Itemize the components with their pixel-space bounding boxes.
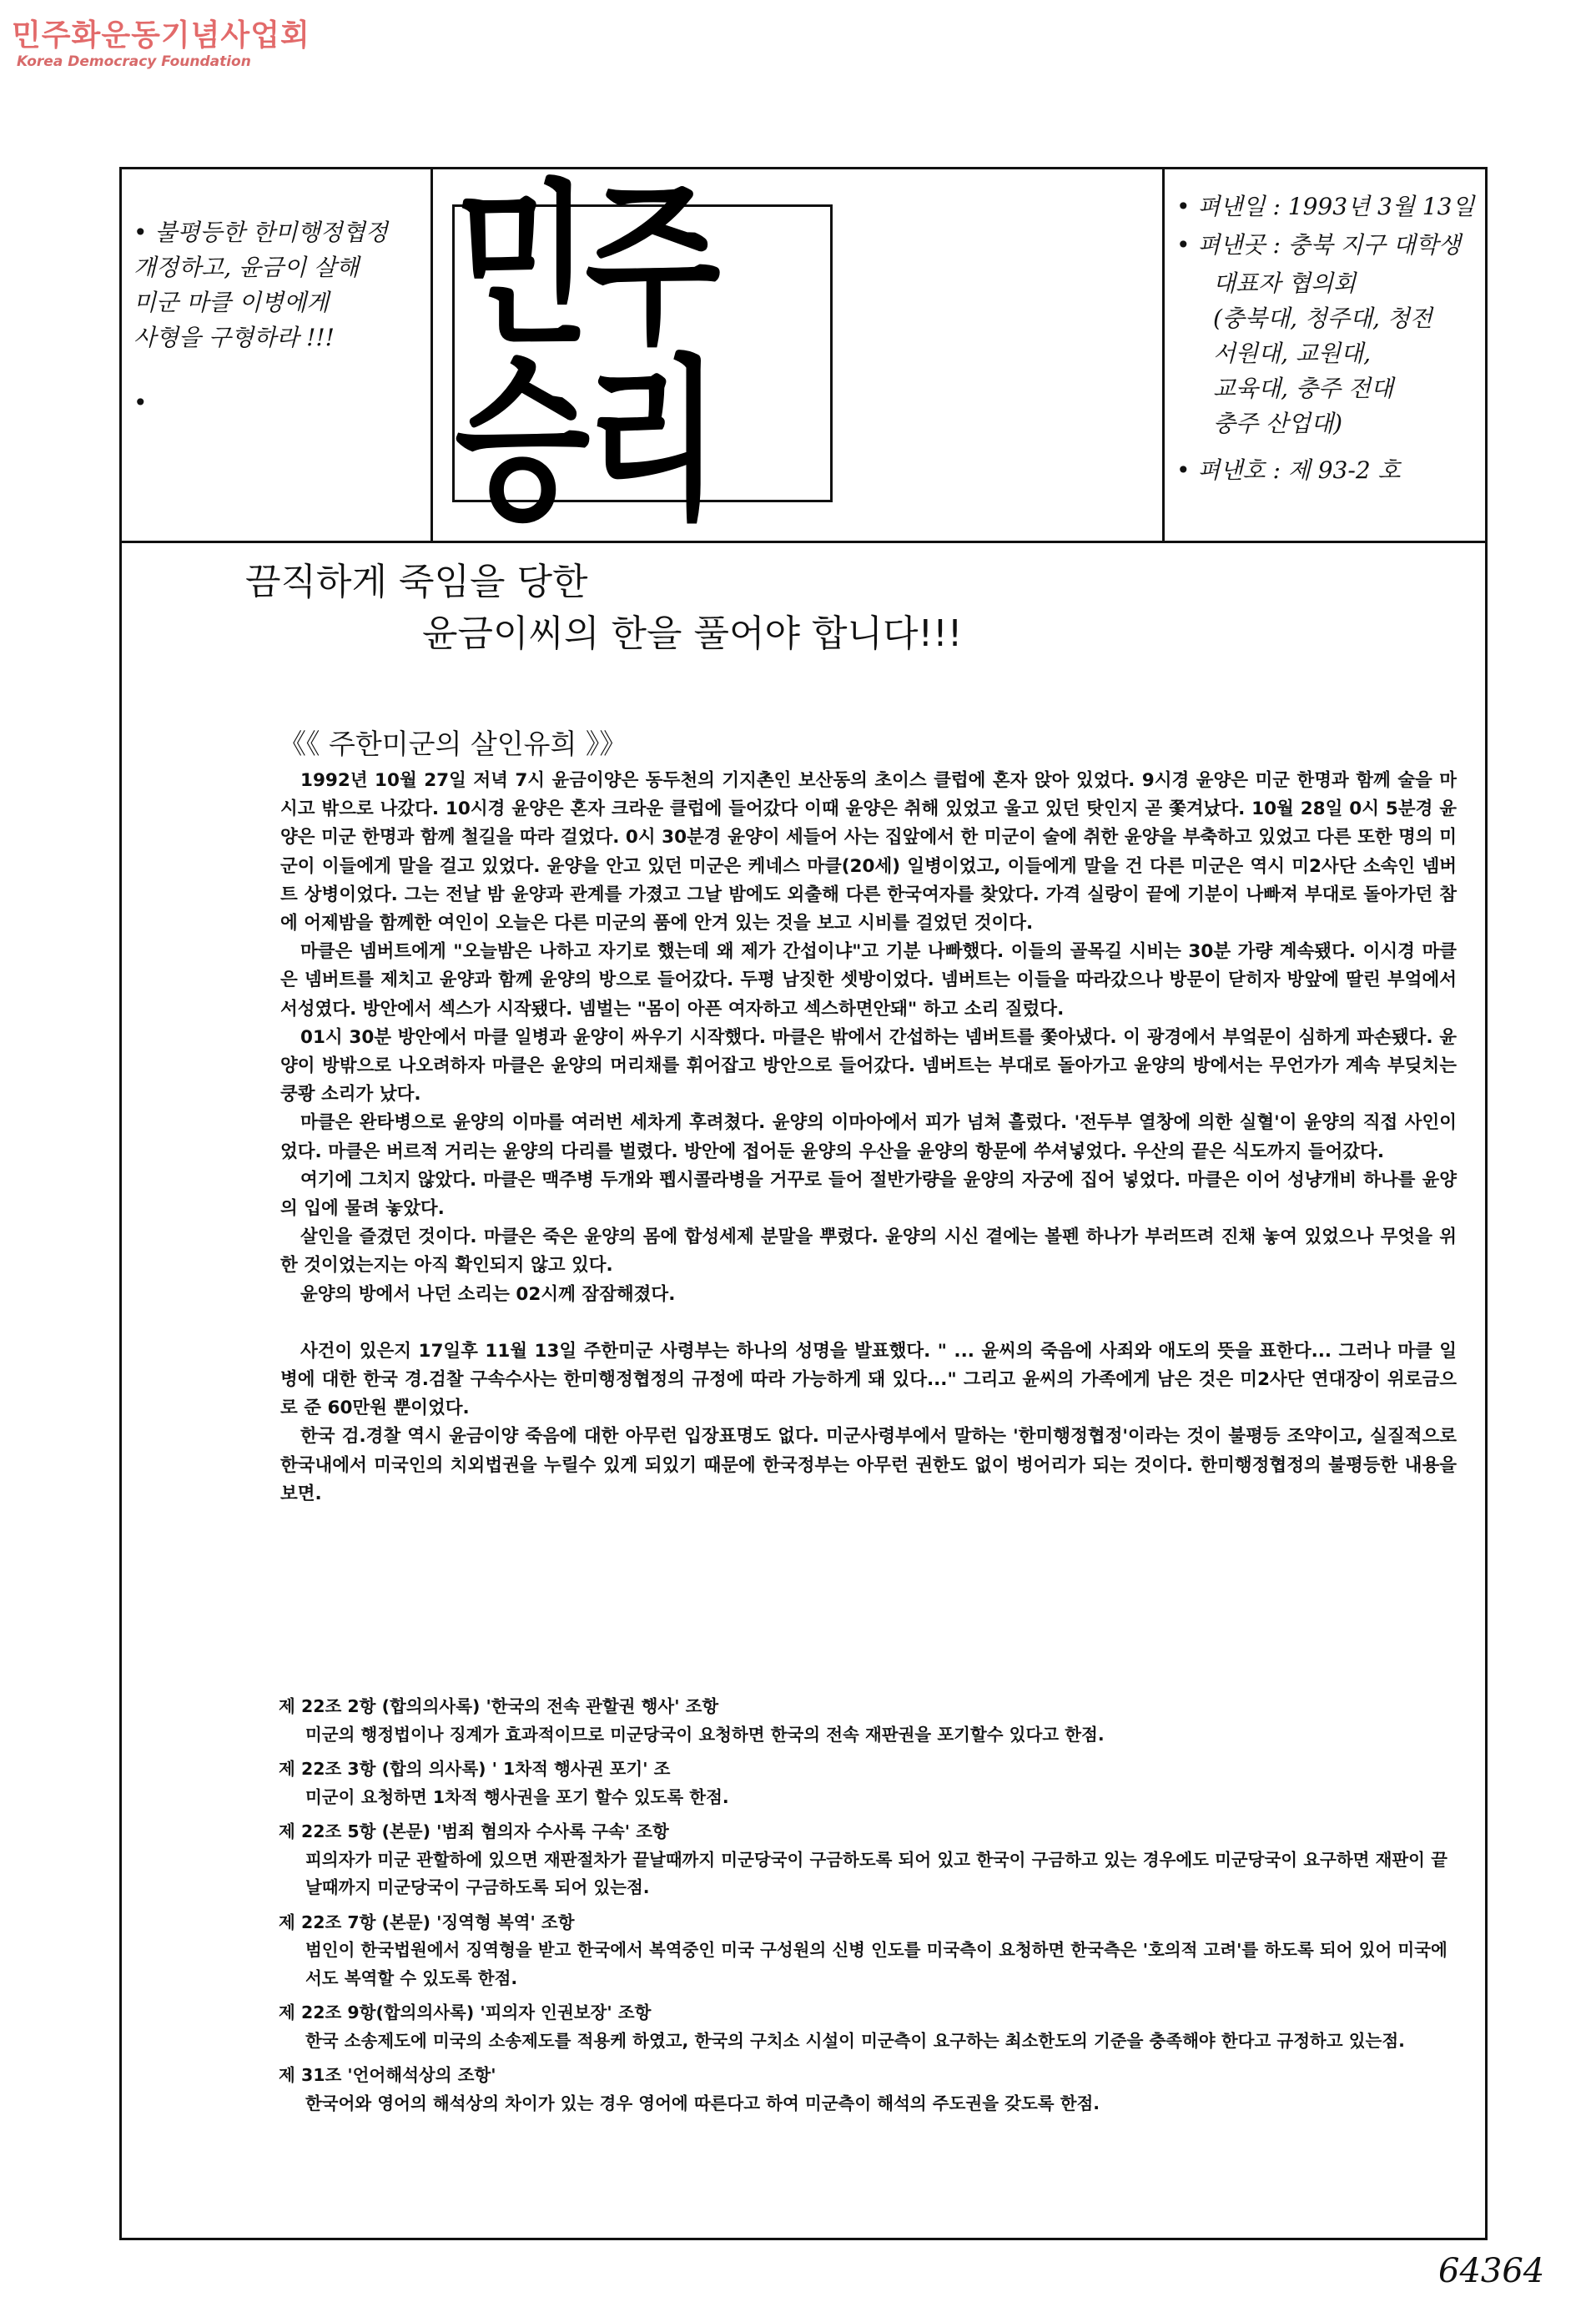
headline-line-2: 윤금이씨의 한을 풀어야 합니다!!! xyxy=(422,612,963,655)
article-text xyxy=(280,767,1457,1509)
clause-title: 제 22조 2항 (합의의사록) '한국의 전속 관할권 행사' 조항 xyxy=(279,1696,719,1716)
paragraph: 사건이 있은지 17일후 11월 13일 주한미군 사령부는 하나의 성명을 발표했다. " ... 윤씨의 죽음에 사죄와 애도의 뜻을 표한다... 그러나 마클 일병에 대한 한국 경.검찰 구속수사는 한미행정협정의 규정에 따라 가능하게 돼 있다..." 그리고 윤씨의 가족에게 남은 것은 미2사단 연대장이 위로금으로 준 60만원 뿐이었다. xyxy=(280,1340,1457,1419)
sofa-clauses xyxy=(279,1686,1463,2118)
paragraph: 여기에 그치지 않았다. 마클은 맥주병 두개와 펩시콜라병을 거꾸로 들어 절반가량을 윤양의 자궁에 집어 넣었다. 마클은 이어 성냥개비 하나를 윤양의 입에 물려 놓았다. xyxy=(280,1169,1457,1220)
paragraph: 한국 검.경찰 역시 윤금이양 죽음에 대한 아무런 입장표명도 없다. 미군사령부에서 말하는 '한미행정협정'이라는 것이 불평등 조약이고, 실질적으로 한국내에서 미국인의 치외법권을 누릴수 있게 되있기 때문에 한국정부는 아무런 권한도 없이 벙어리가 되는 것이다. 한미행정협정의 불평등한 내용을 보면. xyxy=(280,1426,1457,1504)
paragraph: 마클은 완타병으로 윤양의 이마를 여러번 세차게 후려쳤다. 윤양의 이마아에서 피가 넘쳐 흘렀다. '전두부 열창에 의한 실혈'이 윤양의 직접 사인이었다. 마클은 버르적 거리는 윤양의 다리를 벌렸다. 방안에 접어둔 윤양의 우산을 윤양의 항문에 쑤셔넣었다. 우산의 끝은 식도까지 들어갔다. xyxy=(280,1112,1457,1162)
clause-title: 제 22조 9항(합의의사록) '피의자 인권보장' 조항 xyxy=(279,2002,652,2022)
slogan-bullet: • xyxy=(133,389,148,416)
clause-body: 미군이 요청하면 1차적 행사권을 포기 할수 있도록 한점. xyxy=(305,1786,729,1807)
paragraph: 윤양의 방에서 나던 소리는 02시께 잠잠해졌다. xyxy=(300,1283,676,1305)
clause-body: 한국어와 영어의 해석상의 차이가 있는 경우 영어에 따른다고 하여 미군측이 해석의 주도권을 갖도록 한점. xyxy=(305,2093,1100,2113)
clause-title: 제 31조 '언어해석상의 조항' xyxy=(279,2065,496,2085)
section-title: 《《 주한미군의 살인유희 》》 xyxy=(279,728,627,760)
paragraph: 01시 30분 방안에서 마클 일병과 윤양이 싸우기 시작했다. 마클은 밖에서 간섭하는 넴버트를 쫓아냈다. 이 광경에서 부엌문이 심하게 파손됐다. 윤양이 방밖으로 나오려하자 마클은 윤양의 머리채를 휘어잡고 방안으로 들어갔다. 넴버트는 부대로 돌아가고 윤양의 방에서는 무언가가 계속 부딪치는 쿵쾅 소리가 났다. xyxy=(280,1026,1457,1106)
masthead xyxy=(122,164,1485,543)
masthead-publication-info xyxy=(1162,169,1485,541)
paragraph: 살인을 즐겼던 것이다. 마클은 죽은 윤양의 몸에 합성세제 분말을 뿌렸다. 윤양의 시신 곁에는 볼펜 하나가 부러뜨려 진채 놓여 있었으나 무엇을 위한 것이었는지는 아직 확인되지 않고 있다. xyxy=(280,1227,1457,1277)
newsletter-logo: 민주승리 xyxy=(455,164,716,543)
clause-body: 범인이 한국법원에서 징역형을 받고 한국에서 복역중인 미국 구성원의 신병 인도를 미국측이 요청하면 한국측은 '호의적 고려'를 하도록 되어 있어 미국에서도 복역할 수 있도록 한점. xyxy=(305,1940,1447,1988)
slogan-text: • 불평등한 한미행정협정 개정하고, 윤금이 살해 미군 마클 이병에게 사형을 구형하라 !!! xyxy=(133,219,388,351)
clause-title: 제 22조 7항 (본문) '징역형 복역' 조항 xyxy=(279,1912,575,1932)
foundation-watermark-english: Korea Democracy Foundation xyxy=(17,53,251,70)
paragraph: 1992년 10월 27일 저녁 7시 윤금이양은 동두천의 기지촌인 보산동의 초이스 클럽에 혼자 앉아 있었다. 9시경 윤양은 미군 한명과 함께 술을 마시고 밖으로 나갔다. 10시경 윤양은 혼자 크라운 클럽에 들어갔다 이때 윤양은 취해 있었고 울고 있던 탓인지 곧 쫓겨났다. 10월 28일 0시 5분경 윤양은 미군 한명과 함께 철길을 따라 걸었다. 0시 30분경 윤양이 세들어 사는 집앞에서 한 미군이 술에 취한 윤양을 부축하고 있었고 다른 또한 명의 미군이 이들에게 말을 걸고 있었다. 윤양을 안고 있던 미군은 케네스 마클(20세) 일병이었고, 이들에게 말을 건 다른 미군은 역시 미2사단 소속인 넴버트 상병이었다. 그는 전날 밤 윤양과 관계를 가졌고 그날 밤에도 외출해 다른 한국여자를 찾았다. 가격 실랑이 끝에 기분이 나빠져 부대로 돌아가던 참에 어제밤을 함께한 여인이 오늘은 다른 미군의 품에 안겨 있는 것을 보고 시비를 걸었던 것이다. xyxy=(280,770,1457,934)
newsletter-frame xyxy=(119,164,1488,2240)
issue-number: • 펴낸호 : 제 93-2 호 xyxy=(1176,456,1401,484)
archive-number: 64364 xyxy=(1438,2252,1545,2290)
masthead-slogan-box xyxy=(122,169,433,541)
publication-date: • 펴낸일 : 1993년 3월 13일 xyxy=(1176,193,1475,220)
headline-line-1: 끔직하게 죽임을 당한 xyxy=(245,561,588,603)
foundation-watermark-korean: 민주화운동기념사업회 xyxy=(12,18,310,53)
clause-title: 제 22조 5항 (본문) '범죄 혐의자 수사록 구속' 조항 xyxy=(279,1821,669,1841)
logo-box xyxy=(452,164,833,543)
clause-body: 미군의 행정법이나 징계가 효과적이므로 미군당국이 요청하면 한국의 전속 재판권을 포기할수 있다고 한점. xyxy=(305,1724,1105,1745)
clause-body: 한국 소송제도에 미국의 소송제도를 적용케 하였고, 한국의 구치소 시설이 미군측이 요구하는 최소한도의 기준을 충족해야 한다고 규정하고 있는점. xyxy=(305,2030,1405,2051)
paragraph: 마클은 넴버트에게 "오늘밤은 나하고 자기로 했는데 왜 제가 간섭이냐"고 기분 나빠했다. 이들의 골목길 시비는 30분 가량 계속됐다. 이시경 마클은 넴버트를 제치고 윤양과 함께 윤양의 방으로 들어갔다. 두평 남짓한 셋방이었다. 넴버트는 이들을 따라갔으나 방문이 닫히자 방앞에 딸린 부엌에서 서성였다. 방안에서 섹스가 시작됐다. 넴벌는 "몸이 아픈 여자하고 섹스하면안돼" 하고 소리 질렀다. xyxy=(280,941,1457,1020)
publisher: • 펴낸곳 : 충북 지구 대학생 xyxy=(1176,231,1461,259)
publisher-detail: 대표자 협의회 (충북대, 청주대, 청전 서원대, 교원대, 교육대, 충주 전대 충주 산업대) xyxy=(1213,269,1432,437)
clause-title: 제 22조 3항 (합의 의사록) ' 1차적 행사권 포기' 조 xyxy=(279,1759,671,1779)
clause-body: 피의자가 미군 관할하에 있으면 재판절차가 끝날때까지 미군당국이 구금하도록 되어 있고 한국이 구금하고 있는 경우에도 미군당국이 요구하면 재판이 끝날때까지 미군당국이 구금하도록 되어 있는점. xyxy=(305,1849,1447,1897)
